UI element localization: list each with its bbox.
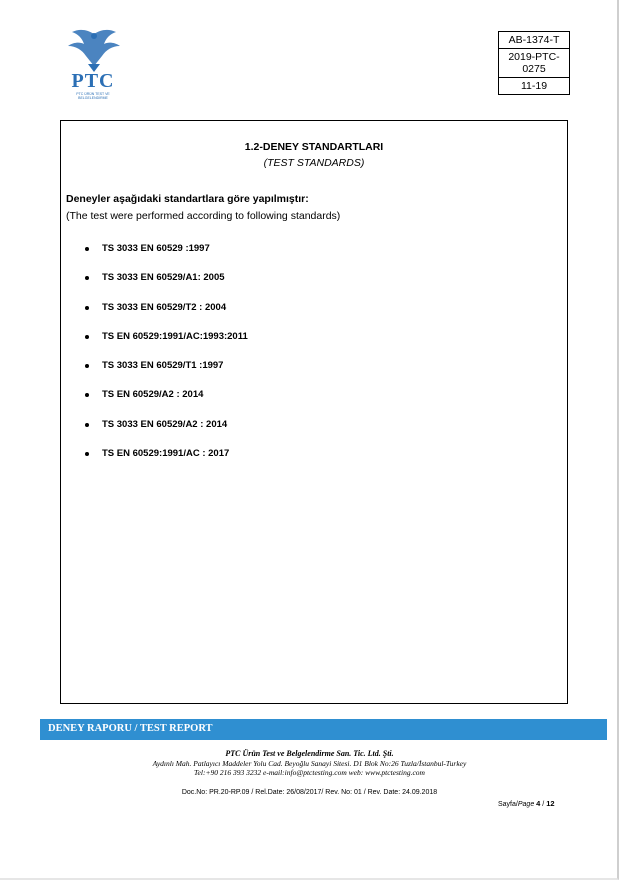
- bullet-icon: [85, 306, 89, 310]
- list-item: [81, 302, 248, 331]
- bullet-icon: [85, 247, 89, 251]
- company-name: PTC Ürün Test ve Belgelendirme San. Tic. Ltd. Şti.: [225, 749, 394, 758]
- page-total: 12: [546, 799, 555, 808]
- content-frame: [60, 120, 568, 704]
- company-contact: Tel:+90 216 393 3232 e-mail:info@ptctesting.com web: www.ptctesting.com: [194, 768, 425, 777]
- list-item: [81, 360, 248, 389]
- standard-text: TS 3033 EN 60529/A1: 2005: [102, 272, 225, 284]
- list-item: [81, 272, 248, 301]
- section-title: 1.2-DENEY STANDARTLARI: [244, 141, 384, 153]
- company-address: Aydınlı Mah. Patlayıcı Maddeler Yolu Cad. Beyoğlu Sanayi Sitesi. D1 Blok No:26 Tuzla/İstanbul-Turkey: [152, 759, 467, 768]
- ref-cell: 11-19: [520, 80, 548, 92]
- list-item: [81, 389, 248, 418]
- standard-text: TS EN 60529/A2 : 2014: [102, 389, 204, 401]
- bullet-icon: [85, 393, 89, 397]
- logo-text: PTC: [71, 70, 115, 92]
- standard-text: TS 3033 EN 60529 :1997: [102, 243, 210, 254]
- standard-text: TS 3033 EN 60529/T2 : 2004: [102, 301, 227, 313]
- list-item: [81, 448, 248, 477]
- page-number: Sayfa/Page 4 / 12: [498, 799, 555, 808]
- intro-turkish: Deneyler aşağıdaki standartlara göre yapılmıştır:: [66, 193, 309, 205]
- page-current: 4: [536, 799, 541, 808]
- list-item: [81, 331, 248, 360]
- bullet-icon: [85, 452, 89, 456]
- standards-list: [81, 243, 248, 477]
- standard-text: TS EN 60529:1991/AC:1993:2011: [102, 330, 248, 342]
- standard-text: TS 3033 EN 60529/A2 : 2014: [102, 418, 228, 430]
- list-item: [81, 243, 248, 272]
- list-item: [81, 419, 248, 448]
- logo-subtitle: PTC ÜRÜN TEST VE BELGELENDİRME: [76, 92, 110, 100]
- reference-box: [498, 31, 570, 95]
- bullet-icon: [85, 276, 89, 280]
- bullet-icon: [85, 335, 89, 339]
- page-label: Sayfa/: [498, 801, 518, 808]
- section-subtitle: (TEST STANDARDS): [263, 157, 365, 169]
- bullet-icon: [85, 364, 89, 368]
- banner-text: DENEY RAPORU / TEST REPORT: [48, 723, 213, 734]
- bullet-icon: [85, 423, 89, 427]
- report-banner: [40, 719, 607, 740]
- ref-cell: AB-1374-T: [499, 32, 569, 49]
- document-number: Doc.No: PR.20-RP.09 / Rel.Date: 26/08/2017/ Rev. No: 01 / Rev. Date: 24.09.2018: [181, 789, 438, 796]
- ref-cell: 2019-PTC-0275: [499, 49, 569, 78]
- standard-text: TS EN 60529:1991/AC : 2017: [102, 448, 230, 460]
- intro-english: (The test were performed according to following standards): [66, 210, 341, 222]
- page-label-en: Page: [517, 801, 535, 808]
- standard-text: TS 3033 EN 60529/T1 :1997: [102, 360, 224, 372]
